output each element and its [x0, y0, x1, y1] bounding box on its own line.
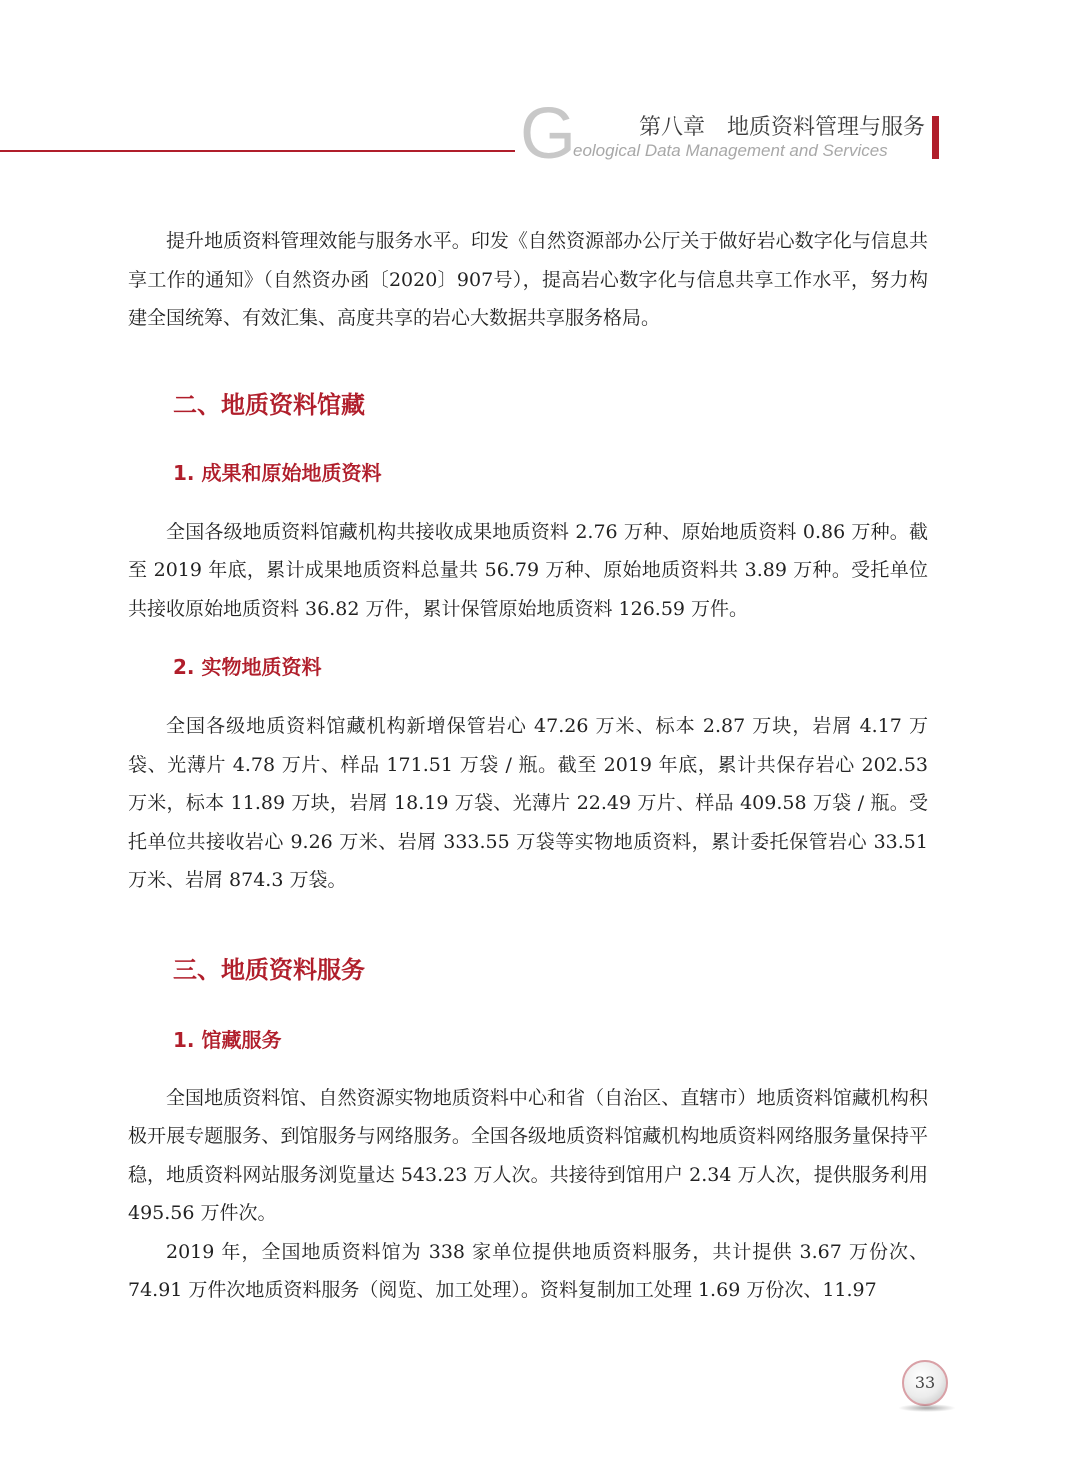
intro-paragraph: 提升地质资料管理效能与服务水平。印发《自然资源部办公厅关于做好岩心数字化与信息共享工作的通知》（自然资办函〔2020〕907号），提高岩心数字化与信息共享工作水平，努力构建全国统筹、有效汇集、高度共享的岩心大数据共享服务格局。 — [128, 230, 928, 329]
section-heading-collection: 二、地质资料馆藏 — [173, 390, 365, 419]
chapter-english-title: eological Data Management and Services — [573, 141, 888, 160]
chapter-title: 第八章 地质资料管理与服务 — [638, 115, 925, 140]
paragraph-results-original: 全国各级地质资料馆藏机构共接收成果地质资料 2.76 万种、原始地质资料 0.86 万种。截至 2019 年底，累计成果地质资料总量共 56.79 万种、原始地质资料共 3.89 万种。受托单位共接收原始地质资料 36.82 万件，累计保管原始地质资料 126.59 万件。 — [128, 520, 928, 620]
header-accent-bar — [932, 116, 939, 159]
paragraph-collection-services-1: 全国地质资料馆、自然资源实物地质资料中心和省（自治区、直辖市）地质资料馆藏机构积极开展专题服务、到馆服务与网络服务。全国各级地质资料馆藏机构地质资料网络服务量保持平稳，地质资料网站服务浏览量达 543.23 万人次。共接待到馆用户 2.34 万人次，提供服务利用 495.56 万件次。 — [128, 1086, 928, 1224]
subheading-physical-data: 2. 实物地质资料 — [173, 655, 322, 679]
subheading-results-original: 1. 成果和原始地质资料 — [173, 460, 382, 485]
page-content — [128, 222, 928, 1310]
page-number-badge — [902, 1360, 948, 1406]
subheading-collection-services: 1. 馆藏服务 — [173, 1027, 282, 1052]
page-number: 33 — [914, 1373, 936, 1392]
header-rule — [0, 150, 515, 152]
paragraph-collection-services-2: 2019 年，全国地质资料馆为 338 家单位提供地质资料服务，共计提供 3.67 万份次、74.91 万件次地质资料服务（阅览、加工处理）。资料复制加工处理 1.69 万份次、11.97 — [128, 1240, 928, 1301]
page-number-shadow — [898, 1404, 956, 1412]
header-big-letter: G — [520, 94, 577, 174]
section-heading-services: 三、地质资料服务 — [173, 955, 365, 984]
paragraph-physical-data: 全国各级地质资料馆藏机构新增保管岩心 47.26 万米、标本 2.87 万块，岩屑 4.17 万袋、光薄片 4.78 万片、样品 171.51 万袋 / 瓶。截至 2019 年底，累计共保存岩心 202.53 万米，标本 11.89 万块，岩屑 18.19 万袋、光薄片 22.49 万片、样品 409.58 万袋 / 瓶。受托单位共接收岩心 9.26 万米、岩屑 333.55 万袋等实物地质资料，累计委托保管岩心 33.51 万米、岩屑 874.3 万袋。 — [128, 715, 928, 891]
